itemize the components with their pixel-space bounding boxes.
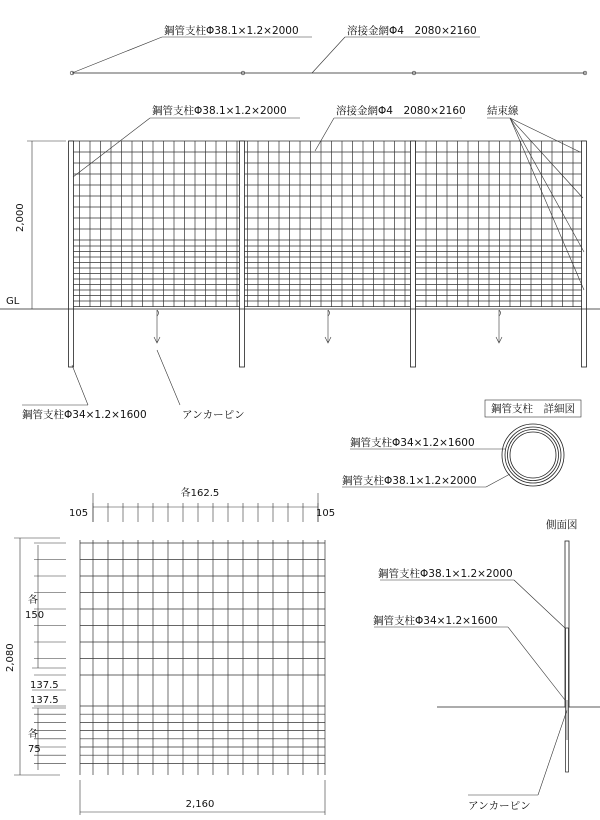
plan-mesh-leader bbox=[312, 37, 345, 73]
plan-view bbox=[70, 24, 587, 75]
plan-post-leader bbox=[72, 37, 162, 73]
height-dim-label: 2,000 bbox=[15, 203, 26, 232]
side-lower-label: 鋼管支柱Φ34×1.2×1600 bbox=[373, 615, 498, 627]
elev-post-leader bbox=[73, 118, 150, 177]
dim-1375-a: 137.5 bbox=[30, 680, 59, 691]
side-upper-label: 鋼管支柱Φ38.1×1.2×2000 bbox=[378, 568, 513, 580]
anchor-leader bbox=[157, 350, 180, 405]
elevation-posts bbox=[69, 141, 587, 367]
plan-mesh-label: 溶接金網Φ4 2080×2160 bbox=[347, 25, 477, 37]
outer-pipe-label: 鋼管支柱Φ38.1×1.2×2000 bbox=[342, 475, 477, 487]
elevation-post bbox=[582, 141, 587, 367]
inner-pipe-circle bbox=[510, 432, 556, 478]
tie-leader bbox=[510, 118, 583, 198]
side-upper-leader bbox=[514, 580, 565, 628]
outer-pipe-circle bbox=[505, 427, 561, 483]
anchor-pin-icon bbox=[496, 310, 502, 343]
side-lower-leader bbox=[508, 627, 565, 700]
elev-mesh-label: 溶接金網Φ4 2080×2160 bbox=[336, 105, 466, 117]
side-anchor-label: アンカーピン bbox=[468, 800, 531, 812]
dim-1375-b: 137.5 bbox=[30, 695, 59, 706]
mesh-grid bbox=[80, 540, 325, 775]
side-view-title: 側面図 bbox=[546, 519, 578, 531]
mesh-height-label: 2,080 bbox=[5, 643, 16, 672]
outer-pipe-circle bbox=[502, 424, 564, 486]
outer-pipe-leader bbox=[486, 474, 510, 487]
tie-label: 結束線 bbox=[487, 105, 519, 117]
plan-post-label: 鋼管支柱Φ38.1×1.2×2000 bbox=[164, 25, 299, 37]
mesh-detail bbox=[5, 486, 335, 815]
right-margin-label: 105 bbox=[316, 508, 336, 519]
anchor-pin-icon bbox=[154, 310, 160, 343]
upper-spacing-label-a: 各 bbox=[28, 595, 38, 606]
anchor-pin-icon bbox=[325, 310, 331, 343]
side-view bbox=[373, 518, 600, 812]
elevation-post bbox=[69, 141, 74, 367]
lower-post-leader bbox=[72, 365, 88, 405]
inner-pipe-circle bbox=[508, 430, 559, 481]
ground-label: GL bbox=[6, 296, 20, 307]
lower-spacing-label-a: 各 bbox=[28, 729, 38, 740]
mesh-dim-ticks bbox=[34, 503, 318, 763]
elevation-view bbox=[0, 104, 600, 421]
post-detail bbox=[342, 400, 581, 487]
lower-post-label: 鋼管支柱Φ34×1.2×1600 bbox=[22, 409, 147, 421]
detail-title: 鋼管支柱 詳細図 bbox=[491, 403, 575, 415]
elevation-mesh bbox=[69, 141, 586, 307]
inner-pipe-label: 鋼管支柱Φ34×1.2×1600 bbox=[350, 437, 475, 449]
elevation-post bbox=[411, 141, 416, 367]
top-spacing-label: 各162.5 bbox=[180, 488, 220, 499]
side-anchor-leader bbox=[538, 710, 567, 795]
upper-spacing-label-b: 150 bbox=[25, 610, 45, 621]
elev-post-label: 鋼管支柱Φ38.1×1.2×2000 bbox=[152, 105, 287, 117]
mesh-width-label: 2,160 bbox=[185, 799, 215, 810]
left-margin-label: 105 bbox=[69, 508, 89, 519]
anchor-label: アンカーピン bbox=[182, 409, 245, 421]
lower-spacing-label-b: 75 bbox=[28, 744, 41, 755]
elevation-post bbox=[240, 141, 245, 367]
